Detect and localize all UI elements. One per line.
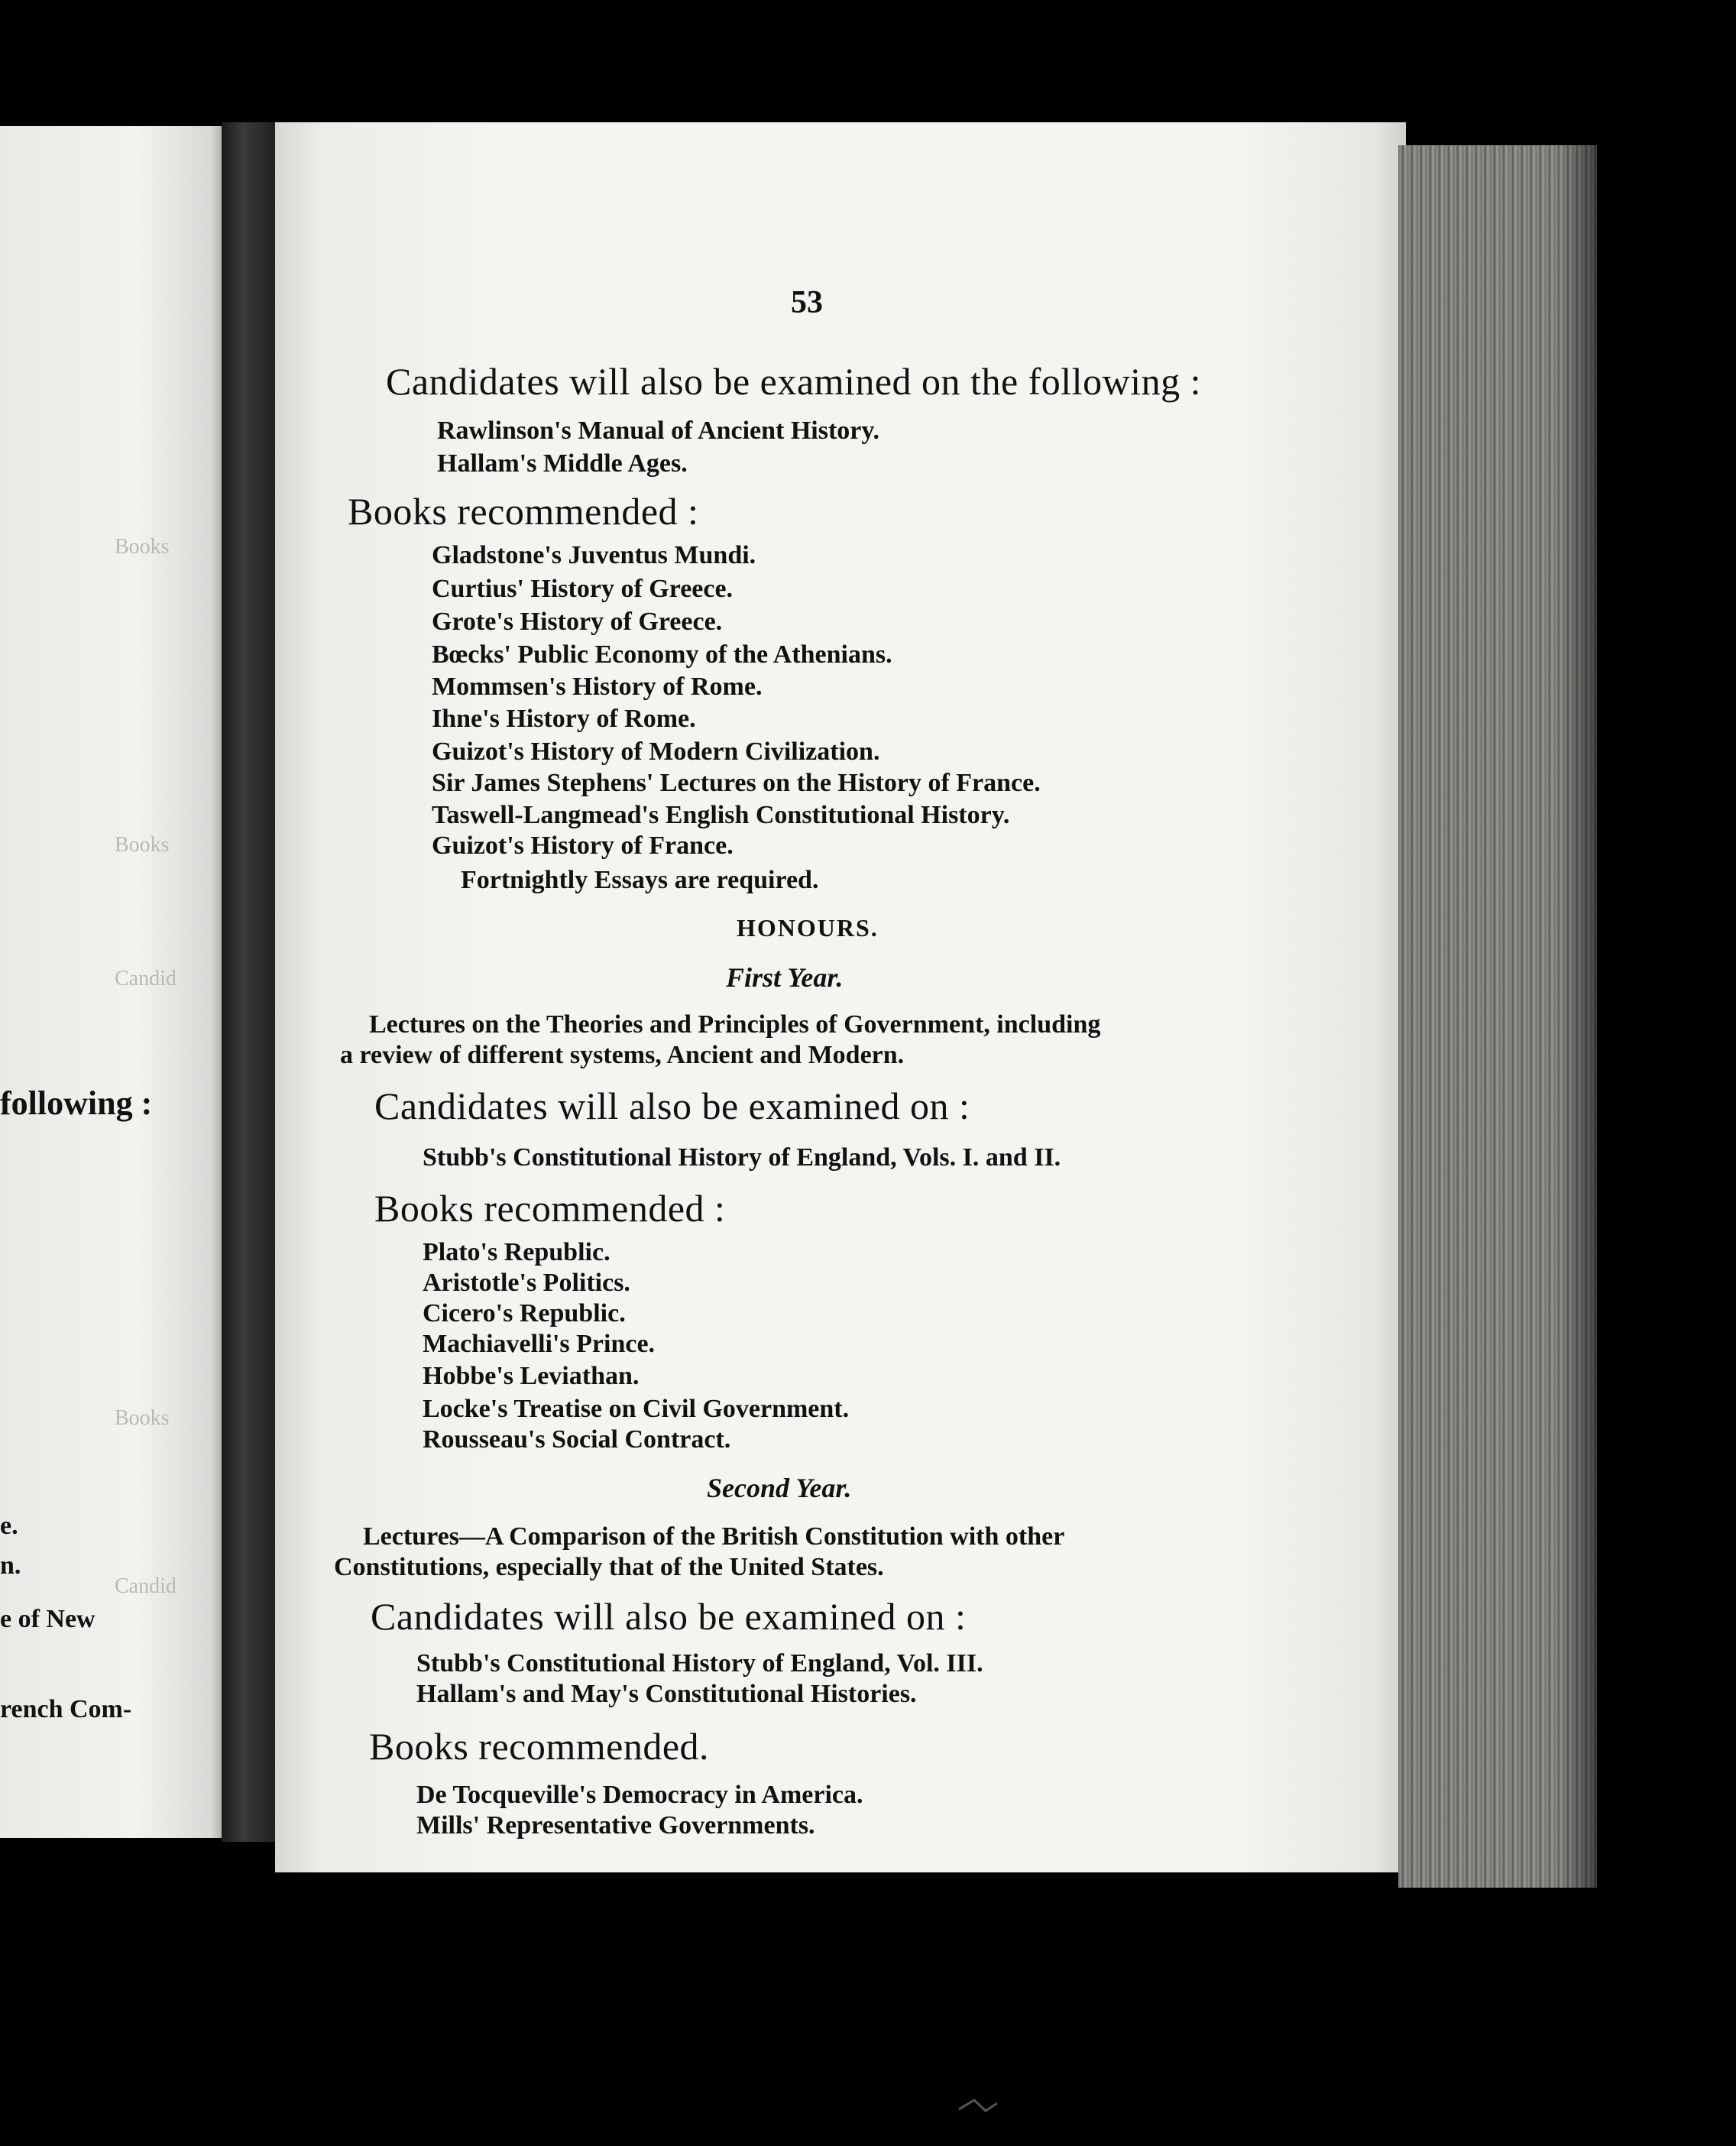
page-number: 53 [791,285,823,320]
book-item: Gladstone's Juventus Mundi. [432,541,756,569]
left-fragment: rench Com- [0,1695,132,1723]
note: Fortnightly Essays are required. [461,866,819,894]
book-item: Bœcks' Public Economy of the Athenians. [432,640,892,669]
left-fragment-faint: Books [115,535,170,559]
list-item: Stubb's Constitutional History of England, Vols. I. and II. [423,1143,1061,1172]
book-item: Curtius' History of Greece. [432,575,734,603]
lecture-line: Lectures—A Comparison of the British Constitution with other [363,1522,1065,1551]
list-item: Hallam's and May's Constitutional Histories. [416,1680,917,1708]
scan-artifact [955,2094,1001,2117]
book-item: Rousseau's Social Contract. [423,1425,731,1454]
book-item: Taswell-Langmead's English Constitutional History. [432,801,1010,829]
lecture-line: Lectures on the Theories and Principles of Government, including [369,1010,1101,1039]
section-heading: Books recommended : [348,490,699,533]
book-item: Hobbe's Leviathan. [423,1362,640,1390]
book-item: De Tocqueville's Democracy in America. [416,1781,863,1809]
section-heading: Candidates will also be examined on the following : [386,360,1201,403]
book-item: Ihne's History of Rome. [432,705,696,733]
book-item: Grote's History of Greece. [432,608,723,636]
book-item: Sir James Stephens' Lectures on the History of France. [432,769,1041,797]
left-fragment: e of New [0,1605,96,1633]
left-fragment: n. [0,1551,21,1580]
list-item: Hallam's Middle Ages. [437,449,688,478]
book-item: Cicero's Republic. [423,1299,626,1327]
book-item: Mommsen's History of Rome. [432,673,763,701]
section-heading: Candidates will also be examined on : [371,1595,967,1638]
book-item: Mills' Representative Governments. [416,1811,815,1840]
book-item: Plato's Republic. [423,1238,611,1266]
year-heading: Second Year. [707,1473,852,1503]
left-fragment-faint: Books [115,833,170,857]
list-item: Stubb's Constitutional History of England, Vol. III. [416,1649,983,1678]
section-heading: Books recommended : [374,1187,726,1230]
left-fragment-faint: Books [115,1406,170,1430]
list-item: Rawlinson's Manual of Ancient History. [437,417,880,445]
year-heading: First Year. [726,962,844,993]
section-heading: Books recommended. [369,1725,710,1768]
book-item: Guizot's History of France. [432,831,734,860]
section-heading: Candidates will also be examined on : [374,1084,970,1127]
honours-heading: HONOURS. [737,914,879,942]
book-item: Machiavelli's Prince. [423,1330,656,1358]
book-item: Locke's Treatise on Civil Government. [423,1395,850,1423]
book-item: Guizot's History of Modern Civilization. [432,737,880,766]
left-fragment: following : [0,1084,153,1122]
left-fragment-faint: Candid [115,967,177,990]
left-fragment: e. [0,1512,18,1540]
lecture-line: Constitutions, especially that of the United States. [334,1553,884,1581]
book-item: Aristotle's Politics. [423,1269,630,1297]
left-fragment-faint: Candid [115,1574,177,1598]
lecture-line: a review of different systems, Ancient and Modern. [340,1041,905,1069]
